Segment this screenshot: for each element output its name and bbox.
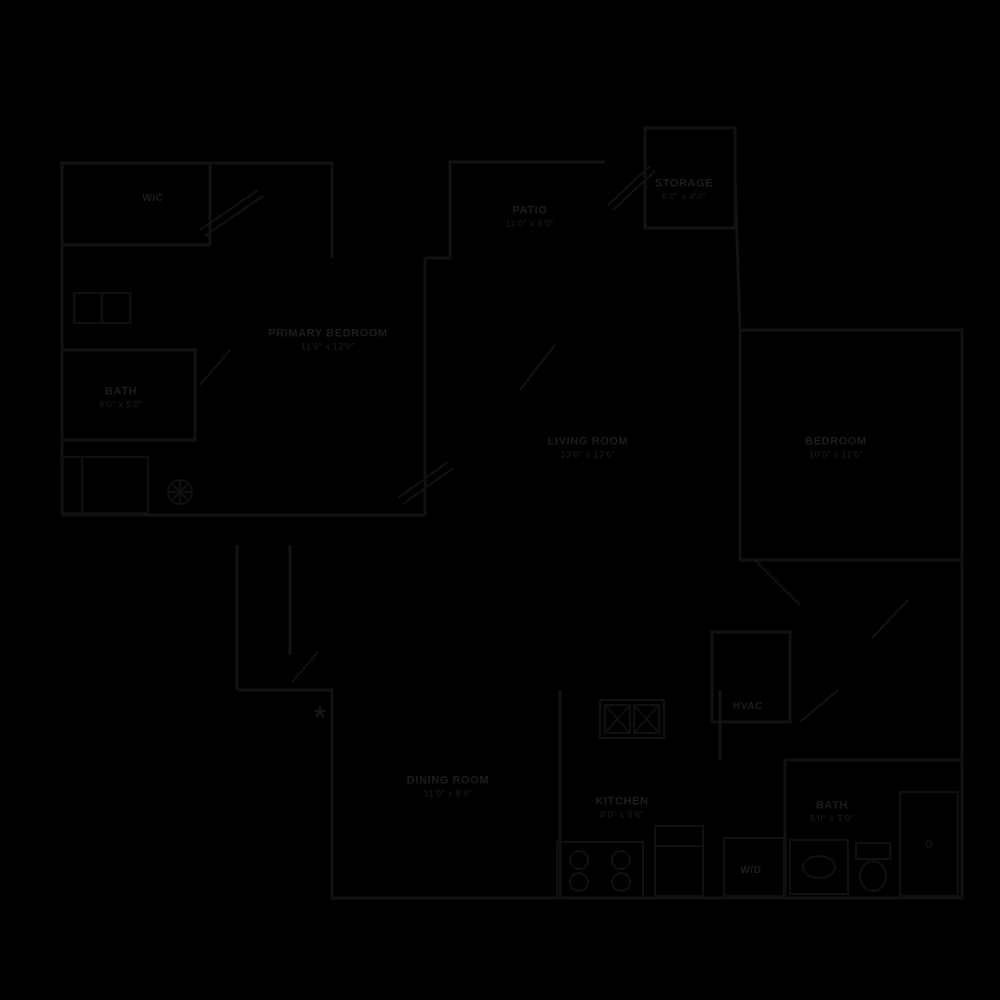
- room-name: STORAGE: [654, 177, 714, 190]
- shower-icon: [900, 792, 958, 896]
- room-name: KITCHEN: [595, 795, 649, 808]
- room-dimensions: 13'0" x 12'6": [560, 449, 616, 460]
- refrigerator-icon: [655, 826, 703, 896]
- room-name: HVAC: [733, 700, 763, 712]
- room-dimensions: 10'0" x 11'6": [809, 449, 863, 460]
- room-name: DINING ROOM: [406, 774, 490, 787]
- dresser-icon: [74, 293, 130, 323]
- room-dimensions: 11'0" x 6'0": [505, 218, 555, 229]
- room-label-patio: [506, 205, 555, 230]
- room-dimensions: 6'0" x 4'0": [662, 191, 706, 202]
- walls: [62, 128, 962, 898]
- toilet-icon: [856, 843, 890, 891]
- room-dimensions: 8'0" x 5'0": [99, 399, 143, 410]
- room-dimensions: 11'0" x 8'6": [423, 788, 473, 799]
- room-name: PATIO: [512, 204, 548, 217]
- room-label-hvac: [733, 701, 763, 714]
- room-dimensions: 11'6" x 12'0": [301, 341, 355, 352]
- room-label-storage: [655, 178, 713, 203]
- room-name: BEDROOM: [805, 435, 867, 448]
- plant-icon: [168, 480, 192, 504]
- room-name: W/D: [740, 864, 762, 876]
- room-label-bath-1: [99, 386, 143, 411]
- range-burners-icon: [557, 842, 643, 898]
- room-label-dining-room: [407, 775, 489, 800]
- kitchen-double-sink-icon: [600, 700, 664, 738]
- bed-icon: [62, 457, 148, 513]
- vanity-sink-icon: [790, 840, 848, 894]
- room-dimensions: 8'0" x 5'0": [810, 813, 854, 824]
- room-label-living-room: [548, 436, 629, 461]
- room-label-bath-2: [810, 800, 854, 825]
- room-label-washer-dryer: [740, 865, 761, 878]
- room-label-bedroom: [805, 436, 867, 461]
- room-name: PRIMARY BEDROOM: [268, 327, 388, 340]
- room-name: BATH: [104, 385, 138, 398]
- room-name: BATH: [815, 799, 849, 812]
- room-label-primary-bedroom: [268, 328, 388, 353]
- room-dimensions: 8'0" x 9'6": [600, 809, 644, 820]
- room-name: LIVING ROOM: [547, 435, 629, 448]
- room-label-kitchen: [595, 796, 648, 821]
- room-label-wic: [142, 193, 163, 206]
- room-name: WIC: [142, 192, 164, 204]
- note-asterisk: *: [314, 701, 326, 734]
